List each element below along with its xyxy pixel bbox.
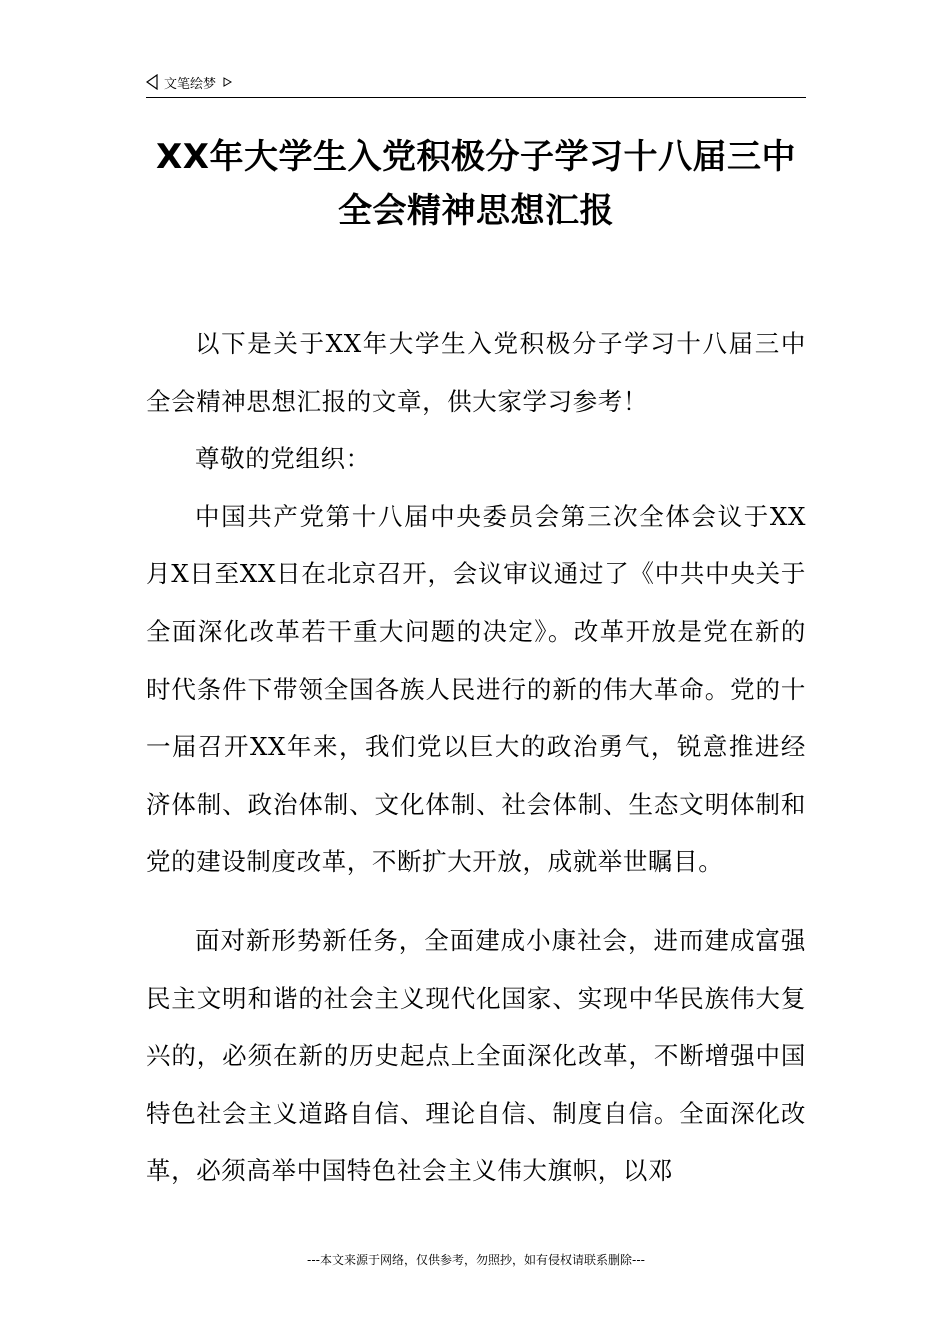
header-divider (146, 97, 806, 98)
header-brand-label: 文笔绘梦 (164, 77, 217, 92)
document-title-line-1: XX年大学生入党积极分子学习十八届三中 (156, 137, 796, 177)
document-body (146, 315, 806, 1200)
triangle-left-icon (146, 74, 158, 96)
header-brand (146, 74, 232, 96)
document-title-line-2: 全会精神思想汇报 (338, 191, 614, 231)
paragraph-intro: 以下是关于XX年大学生入党积极分子学习十八届三中全会精神思想汇报的文章，供大家学习参考！ (146, 329, 806, 416)
paragraph-reform: 面对新形势新任务，全面建成小康社会，进而建成富强民主文明和谐的社会主义现代化国家、实现中华民族伟大复兴的，必须在新的历史起点上全面深化改革，不断增强中国特色社会主义道路自信、理论自信、制度自信。全面深化改革，必须高举中国特色社会主义伟大旗帜，以邓 (146, 925, 806, 1186)
document-title (146, 130, 806, 238)
paragraph-plenum: 中国共产党第十八届中央委员会第三次全体会议于XX月X日至XX日在北京召开，会议审议通过了《中共中央关于全面深化改革若干重大问题的决定》。改革开放是党在新的时代条件下带领全国各族人民进行的新的伟大革命。党的十一届召开XX年来，我们党以巨大的政治勇气，锐意推进经济体制、政治体制、文化体制、社会体制、生态文明体制和党的建设制度改革，不断扩大开放，成就举世瞩目。 (146, 501, 806, 877)
page-header (146, 72, 806, 98)
triangle-right-icon (223, 77, 232, 87)
paragraph-salutation: 尊敬的党组织： (195, 444, 371, 474)
footer-disclaimer: ---本文来源于网络，仅供参考，勿照抄，如有侵权请联系删除--- (307, 1253, 645, 1267)
